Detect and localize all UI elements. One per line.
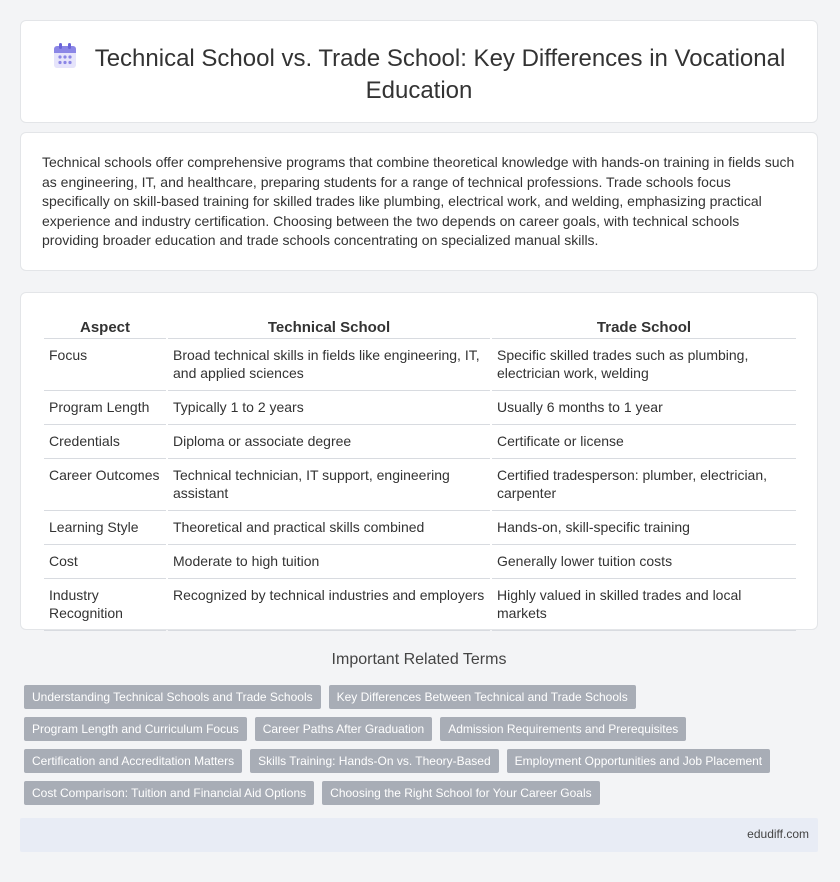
footer-site-link[interactable]: edudiff.com <box>747 827 809 841</box>
header-trade-school: Trade School <box>492 313 796 339</box>
related-terms-section <box>20 649 818 805</box>
intro-paragraph: Technical schools offer comprehensive programs that combine theoretical knowledge with hands-on training in fields such as engineering, IT, and healthcare, preparing students for a range of technical professions. Trade schools focus specifically on skill-based training for skilled trades like plumbing, electrical work, and welding, emphasizing practical experience and industry certification. Choosing between the two depends on career goals, with technical schools providing broader education and trade schools concentrating on specialized manual skills. <box>42 154 795 249</box>
cell-technical: Typically 1 to 2 years <box>168 391 490 425</box>
cell-aspect: Cost <box>44 545 166 579</box>
related-term-tag[interactable]: Understanding Technical Schools and Trade Schools <box>24 685 321 709</box>
related-term-tag[interactable]: Skills Training: Hands-On vs. Theory-Based <box>250 749 499 773</box>
related-terms-heading: Important Related Terms <box>331 651 507 668</box>
header-aspect: Aspect <box>44 313 166 339</box>
comparison-table-card <box>20 292 818 630</box>
related-term-tag[interactable]: Certification and Accreditation Matters <box>24 749 242 773</box>
related-term-tag[interactable]: Key Differences Between Technical and Trade Schools <box>329 685 636 709</box>
table-row <box>44 391 796 425</box>
comparison-table <box>42 313 798 631</box>
related-term-tag[interactable]: Admission Requirements and Prerequisites <box>440 717 686 741</box>
related-term-tag[interactable]: Program Length and Curriculum Focus <box>24 717 247 741</box>
related-term-tag[interactable]: Employment Opportunities and Job Placement <box>507 749 770 773</box>
table-row <box>44 579 796 631</box>
page-title: Technical School vs. Trade School: Key Differences in Vocational Education <box>94 45 786 104</box>
footer-bar <box>20 818 818 852</box>
cell-technical: Theoretical and practical skills combined <box>168 511 490 545</box>
cell-technical: Recognized by technical industries and employers <box>168 579 490 631</box>
table-row <box>44 459 796 511</box>
cell-technical: Diploma or associate degree <box>168 425 490 459</box>
cell-technical: Broad technical skills in fields like engineering, IT, and applied sciences <box>168 339 490 391</box>
related-term-tag[interactable]: Career Paths After Graduation <box>255 717 432 741</box>
cell-aspect: Focus <box>44 339 166 391</box>
cell-trade: Usually 6 months to 1 year <box>492 391 796 425</box>
cell-trade: Generally lower tuition costs <box>492 545 796 579</box>
cell-technical: Technical technician, IT support, engineering assistant <box>168 459 490 511</box>
cell-trade: Specific skilled trades such as plumbing, electrician work, welding <box>492 339 796 391</box>
cell-trade: Highly valued in skilled trades and local markets <box>492 579 796 631</box>
table-row <box>44 545 796 579</box>
cell-aspect: Industry Recognition <box>44 579 166 631</box>
related-term-tag[interactable]: Cost Comparison: Tuition and Financial Aid Options <box>24 781 314 805</box>
table-row <box>44 425 796 459</box>
cell-trade: Certified tradesperson: plumber, electrician, carpenter <box>492 459 796 511</box>
calendar-icon <box>53 43 77 76</box>
related-terms-tags <box>20 685 818 805</box>
page-title-row <box>21 43 817 105</box>
cell-technical: Moderate to high tuition <box>168 545 490 579</box>
related-term-tag[interactable]: Choosing the Right School for Your Career Goals <box>322 781 600 805</box>
table-header-row <box>44 313 796 339</box>
title-card <box>20 20 818 123</box>
cell-aspect: Program Length <box>44 391 166 425</box>
cell-aspect: Learning Style <box>44 511 166 545</box>
cell-trade: Certificate or license <box>492 425 796 459</box>
header-technical-school: Technical School <box>168 313 490 339</box>
cell-aspect: Career Outcomes <box>44 459 166 511</box>
intro-card <box>20 132 818 271</box>
cell-trade: Hands-on, skill-specific training <box>492 511 796 545</box>
table-row <box>44 511 796 545</box>
cell-aspect: Credentials <box>44 425 166 459</box>
table-row <box>44 339 796 391</box>
